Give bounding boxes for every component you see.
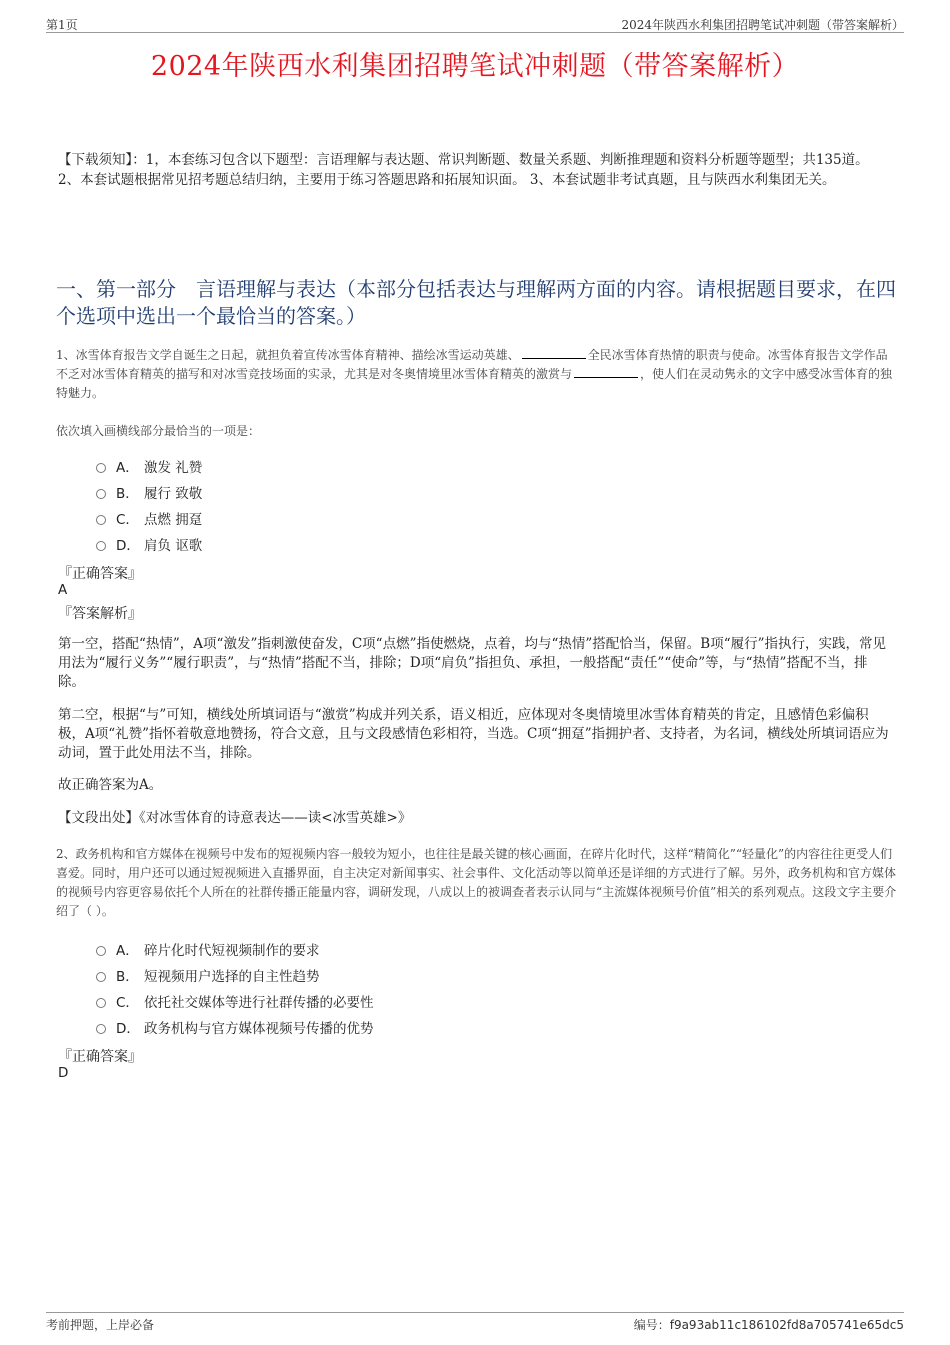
answer-label: 『正确答案』 (58, 566, 142, 582)
source-note: 【文段出处】《对冰雪体育的诗意表达——读<冰雪英雄>》 (58, 810, 412, 826)
answer-value: A (58, 582, 68, 598)
option-b[interactable]: B． 短视频用户选择的自主性趋势 (96, 962, 374, 988)
radio-icon[interactable] (96, 515, 106, 525)
analysis-label: 『答案解析』 (58, 606, 142, 622)
option-a[interactable]: A． 激发 礼赞 (96, 453, 202, 479)
analysis-conclusion: 故正确答案为A。 (58, 777, 163, 793)
option-c[interactable]: C． 点燃 拥趸 (96, 505, 202, 531)
question-1-part-b: 全民冰雪体育热情的职责与使命。冰雪体育报告文学作品不乏对冰雪体育精英的描写和对冰雪竞技场面的实录，尤其是对冬奥情境里冰雪体育精英的激赏与 (56, 348, 888, 381)
radio-icon[interactable] (96, 489, 106, 499)
question-2-text: 2、政务机构和官方媒体在视频号中发布的短视频内容一般较为短小，也往往是最关键的核心画面，在碎片化时代，这样“精简化”“轻量化”的内容往往更受人们喜爱。同时，用户还可以通过短视频进入直播界面，自主决定对新闻事实、社会事件、文化活动等以简单还是详细的方式进行了解。另外，政务机构和官方媒体的视频号内容更容易依托个人所在的社群传播正能量内容，调研发现，八成以上的被调查者表示认同与“主流媒体视频号价值”相关的系列观点。这段文字主要介绍了（ ）。 (56, 847, 897, 918)
option-c[interactable]: C． 依托社交媒体等进行社群传播的必要性 (96, 988, 374, 1014)
question-1-options (96, 453, 202, 557)
radio-icon[interactable] (96, 972, 106, 982)
header-doc-title: 2024年陕西水利集团招聘笔试冲刺题（带答案解析） (621, 18, 904, 32)
radio-icon[interactable] (96, 541, 106, 551)
section-heading: 一、第一部分 言语理解与表达（本部分包括表达与理解两方面的内容。请根据题目要求，在四个选项中选出一个最恰当的答案。） (56, 277, 896, 328)
footer-slogan: 考前押题，上岸必备 (46, 1318, 155, 1332)
footer-code-label: 编号： (633, 1318, 670, 1332)
radio-icon[interactable] (96, 998, 106, 1008)
question-1-part-c: ，使人们在灵动隽永的文字中感受冰雪体育的独特魅力。 (56, 367, 893, 400)
question-2-options (96, 936, 374, 1040)
page-header (46, 14, 904, 33)
answer-value: D (58, 1065, 69, 1081)
option-a[interactable]: A． 碎片化时代短视频制作的要求 (96, 936, 374, 962)
question-1-part-a: 1、冰雪体育报告文学自诞生之日起，就担负着宣传冰雪体育精神、描绘冰雪运动英雄、 (56, 348, 520, 362)
page-footer (46, 1312, 904, 1333)
footer-code (634, 1316, 904, 1333)
option-b[interactable]: B． 履行 致敬 (96, 479, 202, 505)
analysis-paragraph-2: 第二空，根据“与”可知，横线处所填词语与“激赏”构成并列关系，语义相近，应体现对冬奥情境里冰雪体育精英的肯定，且感情色彩偏积极，A项“礼赞”指怀着敬意地赞扬，符合文意，且与文段感情色彩相符，当选。C项“拥趸”指拥护者、支持者，为名词，横线处所填词语应为动词，置于此处用法不当，排除。 (58, 707, 889, 761)
radio-icon[interactable] (96, 946, 106, 956)
download-notice: 【下载须知】：1，本套练习包含以下题型：言语理解与表达题、常识判断题、数量关系题、判断推理题和资料分析题等题型；共135道。 2、本套试题根据常见招考题总结归纳，主要用于练习答题思路和拓展知识面。 3、本套试题非考试真题，且与陕西水利集团无关。 (58, 152, 869, 188)
question-1-prompt: 依次填入画横线部分最恰当的一项是： (56, 424, 261, 438)
answer-label: 『正确答案』 (58, 1049, 142, 1065)
radio-icon[interactable] (96, 1024, 106, 1034)
footer-code-value: f9a93ab11c186102fd8a705741e65dc5 (669, 1318, 904, 1332)
fill-blank-1 (522, 346, 586, 359)
question-1-text (56, 346, 898, 403)
fill-blank-2 (574, 365, 638, 378)
radio-icon[interactable] (96, 463, 106, 473)
page-number: 第1页 (46, 18, 78, 32)
option-d[interactable]: D． 政务机构与官方媒体视频号传播的优势 (96, 1014, 374, 1040)
analysis-paragraph-1: 第一空，搭配“热情”，A项“激发”指刺激使奋发，C项“点燃”指使燃烧，点着，均与“热情”搭配恰当，保留。B项“履行”指执行，实践，常见用法为“履行义务”“履行职责”，与“热情”搭配不当，排除；D项“肩负”指担负、承担，一般搭配“责任”“使命”等，与“热情”搭配不当，排除。 (58, 636, 887, 690)
option-d[interactable]: D． 肩负 讴歌 (96, 531, 202, 557)
page-title: 2024年陕西水利集团招聘笔试冲刺题（带答案解析） (150, 51, 800, 82)
